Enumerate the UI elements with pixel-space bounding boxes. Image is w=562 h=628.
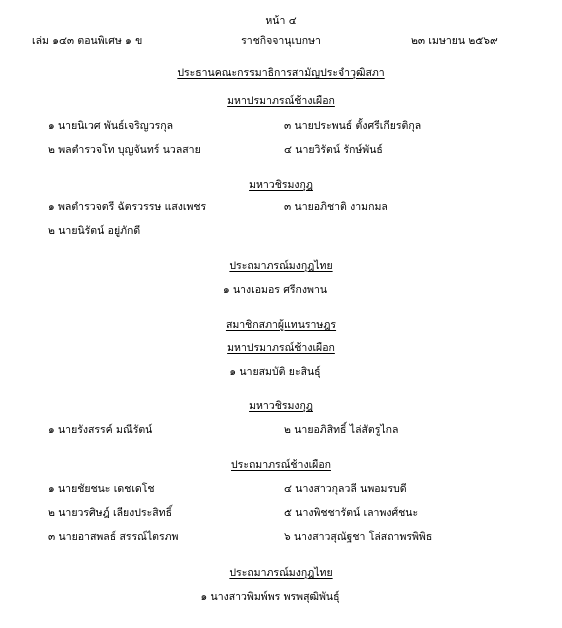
list-item: ๓ นายอาสพลธ์ สรรณ์ไตรภพ <box>48 531 179 543</box>
section-heading: ประถมาภรณ์ช้างเผือก <box>231 459 331 471</box>
publication-name: ราชกิจจานุเบกษา <box>241 35 321 47</box>
section-heading: ประถมาภรณ์มงกุฎไทย <box>229 260 333 272</box>
list-item: ๑ พลตำรวจตรี ฉัตรวรรษ แสงเพชร <box>48 201 207 213</box>
list-item: ๒ นายนิรัตน์ อยู่ภักดี <box>48 225 141 237</box>
list-item: ๑ นายนิเวศ พันธ์เจริญวรกุล <box>48 120 174 132</box>
list-item: ๓ นายอภิชาติ งามกมล <box>284 201 388 213</box>
publication-date: ๒๓ เมษายน ๒๕๖๙ <box>411 35 498 47</box>
list-item: ๑ นายรังสรรค์ มณีรัตน์ <box>48 424 153 436</box>
list-item: ๑ นางเอมอร ศรีกงพาน <box>222 284 328 296</box>
section-heading: มหาวชิรมงกุฎ <box>249 179 313 191</box>
volume-info: เล่ม ๑๔๓ ตอนพิเศษ ๑ ข <box>32 35 143 47</box>
section-heading: มหาปรมาภรณ์ช้างเผือก <box>227 95 335 107</box>
list-item: ๕ นางพิชชารัตน์ เลาพงศ์ชนะ <box>284 507 419 519</box>
section-heading: มหาวชิรมงกุฎ <box>249 400 313 412</box>
list-item: ๔ นางสาวกุลวลี นพอมรบดี <box>284 483 407 495</box>
document-title: ประธานคณะกรรมาธิการสามัญประจำวุฒิสภา <box>177 67 385 79</box>
list-item: ๒ พลตำรวจโท บุญจันทร์ นวลสาย <box>48 144 201 156</box>
list-item: ๔ นายวิรัตน์ รักษ์พันธ์ <box>284 144 383 156</box>
section-heading: มหาปรมาภรณ์ช้างเผือก <box>227 342 335 354</box>
list-item: ๑ นายสมบัติ ยะสินธุ์ <box>229 366 321 378</box>
list-item: ๑ นางสาวพิมพ์พร พรพสุฒิพันธุ์ <box>200 591 340 603</box>
section-heading: ประถมาภรณ์มงกุฎไทย <box>229 567 333 579</box>
page-number: หน้า ๔ <box>265 15 297 27</box>
list-item: ๒ นายอภิสิทธิ์ ไล่สัตรูไกล <box>284 424 399 436</box>
list-item: ๒ นายวรศิษฎ์ เลียงประสิทธิ์ <box>48 507 172 519</box>
group-heading: สมาชิกสภาผู้แทนราษฎร <box>225 319 337 331</box>
list-item: ๓ นายประพนธ์ ตั้งศรีเกียรติกุล <box>284 120 422 132</box>
list-item: ๖ นางสาวสุณัฐชา โล่สถาพรพิพิธ <box>284 531 433 543</box>
list-item: ๑ นายชัยชนะ เดชเดโช <box>48 483 155 495</box>
